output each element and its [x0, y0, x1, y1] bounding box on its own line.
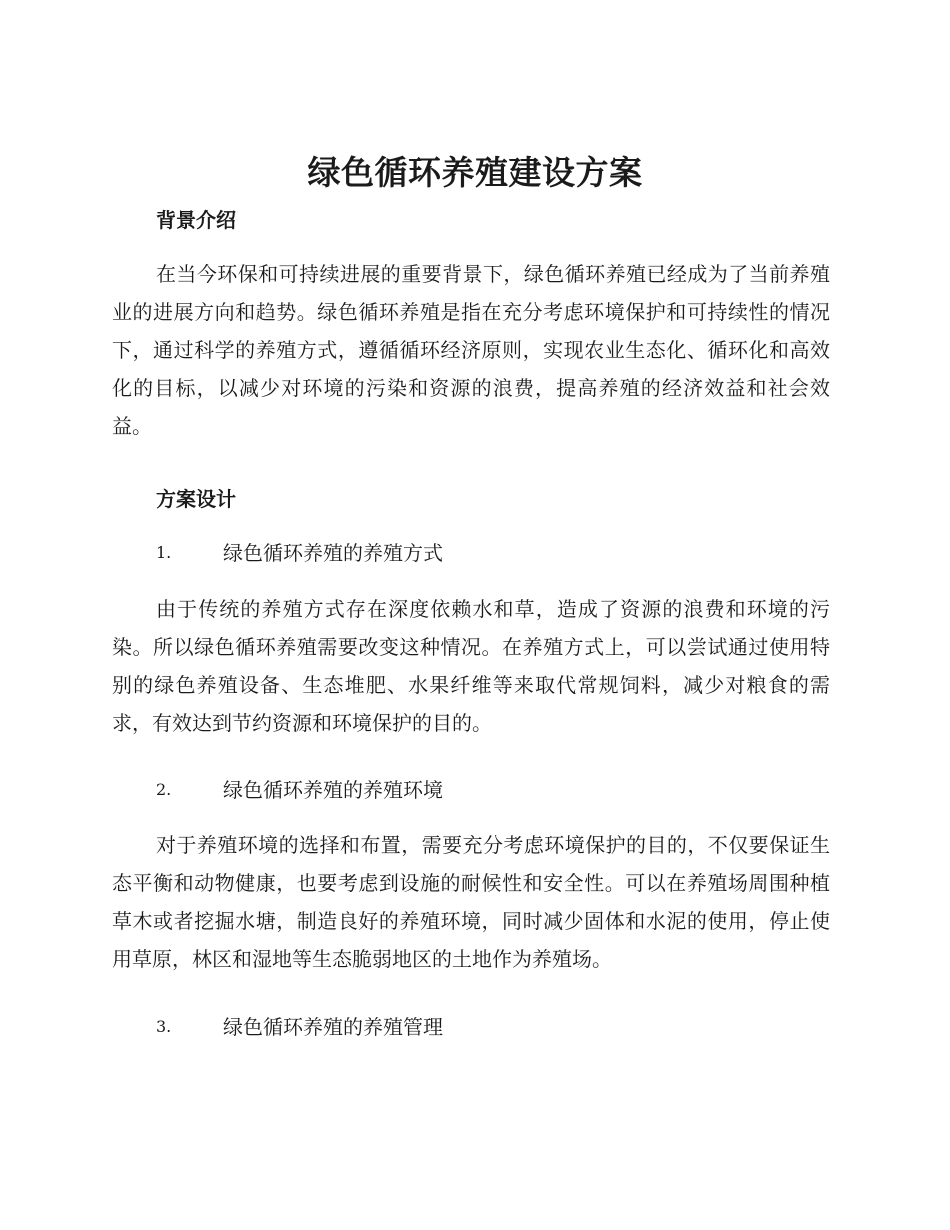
- document-title: 绿色循环养殖建设方案: [307, 153, 643, 192]
- list-item-title: 绿色循环养殖的养殖环境: [223, 778, 443, 802]
- section-heading-background: 背景介绍: [156, 208, 236, 232]
- breeding-environment-paragraph: 对于养殖环境的选择和布置，需要充分考虑环境保护的目的，不仅要保证生态平衡和动物健康，也要考虑到设施的耐候性和安全性。可以在养殖场周围种植草木或者挖掘水塘，制造良好的养殖环境，同时减少固体和水泥的使用，停止使用草原，林区和湿地等生态脆弱地区的土地作为养殖场。: [112, 833, 830, 971]
- section-heading-design: 方案设计: [156, 487, 236, 511]
- breeding-method-paragraph: 由于传统的养殖方式存在深度依赖水和草，造成了资源的浪费和环境的污染。所以绿色循环养殖需要改变这种情况。在养殖方式上，可以尝试通过使用特别的绿色养殖设备、生态堆肥、水果纤维等来取代常规饲料，减少对粮食的需求，有效达到节约资源和环境保护的目的。: [112, 597, 830, 735]
- list-number: 2.: [156, 780, 172, 799]
- list-number: 1.: [156, 543, 172, 562]
- list-number: 3.: [156, 1017, 172, 1036]
- list-item-title: 绿色循环养殖的养殖方式: [223, 541, 443, 565]
- list-item-title: 绿色循环养殖的养殖管理: [223, 1015, 443, 1039]
- background-paragraph: 在当今环保和可持续进展的重要背景下，绿色循环养殖已经成为了当前养殖业的进展方向和趋势。绿色循环养殖是指在充分考虑环境保护和可持续性的情况下，通过科学的养殖方式，遵循循环经济原则，实现农业生态化、循环化和高效化的目标，以减少对环境的污染和资源的浪费，提高养殖的经济效益和社会效益。: [112, 262, 830, 438]
